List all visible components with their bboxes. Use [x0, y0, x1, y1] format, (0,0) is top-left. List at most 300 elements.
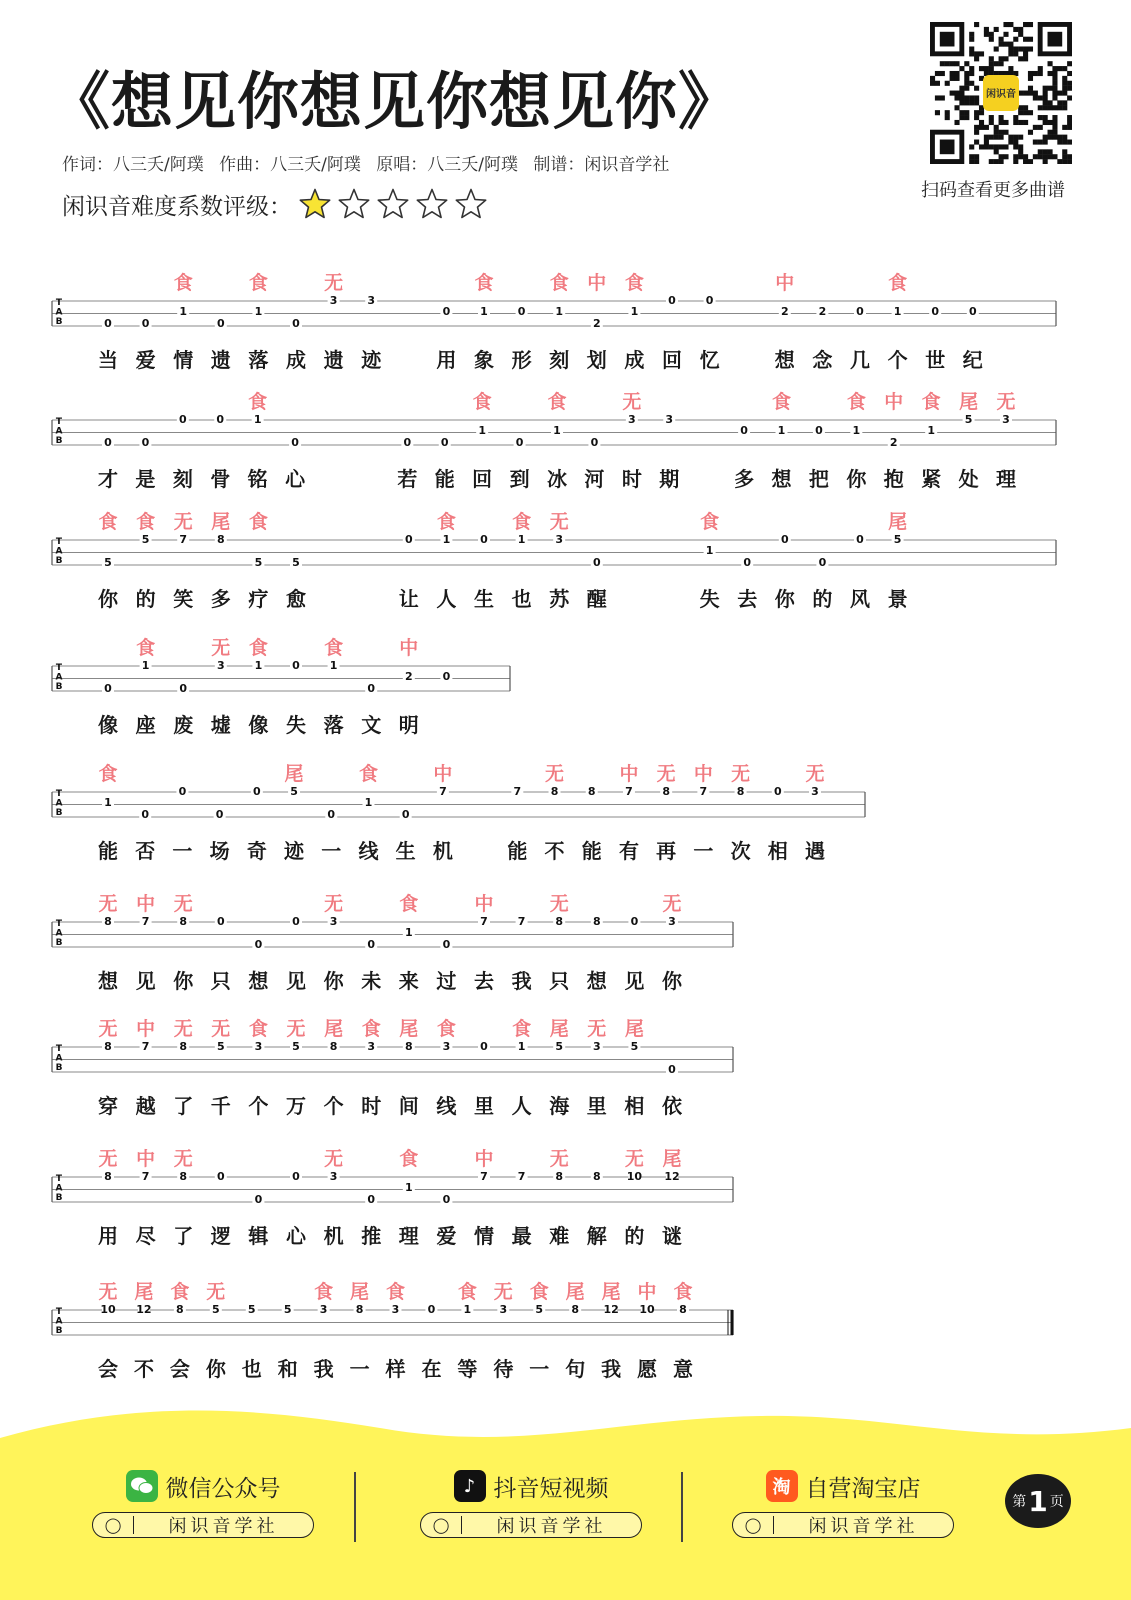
lyric-char: 你: [323, 969, 344, 993]
lyric-char: 心: [286, 1224, 306, 1248]
lyric-char: 过: [436, 969, 457, 993]
chord-label: 食: [358, 763, 378, 785]
tab-clef-letter: A: [55, 1183, 63, 1194]
fret-number: 1: [478, 424, 486, 437]
lyric-char: 的: [135, 587, 156, 611]
fret-number: 8: [104, 1170, 112, 1183]
fret-number: 5: [964, 413, 973, 426]
tab-clef-letter: A: [55, 1316, 63, 1327]
search-icon: ◯: [733, 1516, 774, 1534]
fret-number: 3: [367, 294, 376, 307]
chord-label: 无: [622, 391, 642, 413]
chord-label: 无: [173, 1148, 193, 1170]
chord-label: 无: [173, 1018, 193, 1040]
fret-number: 0: [179, 413, 187, 426]
fret-number: 0: [442, 305, 451, 318]
fret-number: 0: [818, 556, 827, 569]
tab-clef-letter: B: [55, 682, 63, 692]
lyric-char: 回: [662, 348, 682, 372]
chord-label: 食: [547, 391, 567, 413]
chord-label: 尾: [888, 511, 908, 533]
footer-douyin[interactable]: [406, 1468, 656, 1538]
lyric-char: 遗: [323, 348, 344, 372]
fret-number: 5: [283, 1303, 292, 1316]
lyric-char: 你: [774, 587, 795, 611]
lyric-char: 失: [699, 587, 720, 611]
fret-number: 8: [104, 915, 112, 928]
chord-label: 尾: [350, 1281, 370, 1303]
tab-clef-letter: T: [55, 919, 63, 929]
tab-clef-letter: A: [55, 798, 63, 809]
lyric-char: 笑: [173, 587, 194, 611]
lyric-char: 用: [98, 1224, 118, 1248]
fret-number: 1: [517, 1040, 526, 1053]
wechat-label: 微信公众号: [165, 1475, 281, 1502]
chord-label: 无: [286, 1018, 306, 1040]
fret-number: 1: [553, 424, 561, 437]
fret-number: 0: [515, 436, 524, 449]
lyric-char: 和: [277, 1357, 298, 1381]
fret-number: 1: [254, 305, 263, 318]
fret-number: 8: [176, 1303, 184, 1316]
taobao-search-text: 闲识音学社: [808, 1516, 919, 1537]
lyric-char: 愈: [286, 587, 306, 611]
lyric-char: 念: [812, 348, 833, 372]
lyric-char: 句: [565, 1357, 586, 1381]
fret-number: 1: [480, 305, 488, 318]
chord-label: 尾: [284, 763, 304, 785]
tab-row: [52, 1280, 733, 1381]
chord-label: 食: [324, 637, 344, 659]
lyric-char: 你: [98, 587, 118, 611]
fret-number: 7: [480, 915, 488, 928]
chord-label: 无: [98, 1281, 118, 1303]
lyric-char: 纪: [962, 348, 983, 372]
chord-label: 食: [173, 272, 193, 294]
fret-number: 1: [852, 424, 861, 437]
fret-number: 8: [592, 915, 601, 928]
douyin-search-text: 闲识音学社: [496, 1516, 607, 1537]
chord-label: 食: [361, 1018, 381, 1040]
chord-label: 中: [775, 272, 795, 294]
chord-label: 食: [314, 1281, 334, 1303]
fret-number: 0: [292, 915, 300, 928]
lyric-char: 迹: [361, 348, 382, 372]
chord-label: 中: [136, 1148, 156, 1170]
fret-number: 0: [367, 938, 376, 951]
chord-label: 食: [624, 272, 644, 294]
fret-number: 1: [404, 1181, 413, 1194]
chord-label: 食: [136, 637, 156, 659]
lyric-char: 风: [850, 587, 870, 611]
lyric-char: 紧: [921, 467, 942, 491]
fret-number: 0: [401, 808, 410, 821]
chord-label: 食: [98, 763, 118, 785]
tab-clef-letter: A: [55, 546, 63, 557]
chord-label: 食: [512, 511, 532, 533]
lyric-char: 想: [98, 969, 118, 993]
tab-row: [52, 1147, 733, 1248]
lyric-char: 待: [493, 1357, 514, 1381]
fret-number: 1: [630, 305, 639, 318]
fret-number: 7: [517, 915, 526, 928]
taobao-search-pill[interactable]: [732, 1512, 954, 1538]
chord-label: 尾: [624, 1018, 644, 1040]
lyric-char: 去: [474, 969, 494, 993]
chord-label: 中: [587, 272, 607, 294]
fret-number: 8: [592, 1170, 601, 1183]
fret-number: 0: [480, 533, 488, 546]
lyric-char: 辑: [248, 1224, 269, 1248]
lyric-char: 见: [135, 969, 156, 993]
chord-label: 无: [656, 763, 676, 785]
lyric-char: 了: [173, 1224, 194, 1248]
fret-number: 7: [699, 785, 708, 798]
fret-number: 8: [555, 1170, 564, 1183]
fret-number: 0: [968, 305, 977, 318]
arranger-credit: 制谱：闲识音学社: [533, 155, 670, 175]
fret-number: 0: [780, 533, 789, 546]
chord-label: 中: [136, 893, 156, 915]
chord-label: 中: [399, 637, 419, 659]
fret-number: 0: [404, 533, 413, 546]
chord-label: 中: [474, 1148, 494, 1170]
fret-number: 3: [811, 785, 819, 798]
fret-number: 0: [517, 305, 526, 318]
fret-number: 0: [292, 317, 300, 330]
lyric-char: 否: [135, 839, 156, 863]
fret-number: 2: [592, 317, 601, 330]
chord-label: 无: [624, 1148, 644, 1170]
lyric-char: 一: [529, 1357, 550, 1381]
singer-credit: 原唱：八三夭/阿璞: [376, 155, 519, 175]
fret-number: 3: [254, 1040, 263, 1053]
fret-number: 3: [319, 1303, 328, 1316]
lyric-char: 想: [586, 969, 607, 993]
fret-number: 5: [555, 1040, 564, 1053]
lyric-char: 情: [173, 348, 194, 372]
lyric-char: 海: [549, 1094, 570, 1118]
lyric-char: 推: [361, 1224, 382, 1248]
lyric-char: 线: [436, 1094, 457, 1118]
lyric-char: 落: [323, 713, 344, 737]
lyric-char: 铭: [247, 467, 268, 491]
fret-number: 0: [216, 317, 225, 330]
lyric-char: 不: [544, 839, 565, 863]
lyric-char: 象: [474, 348, 494, 372]
lyric-char: 越: [135, 1094, 156, 1118]
lyric-char: 尽: [135, 1224, 156, 1248]
lyric-char: 样: [385, 1357, 406, 1381]
fret-number: 1: [517, 533, 526, 546]
fret-number: 0: [743, 556, 752, 569]
tab-row: [52, 892, 733, 993]
fret-number: 0: [253, 785, 261, 798]
lyric-char: 也: [511, 587, 532, 611]
chord-label: 无: [996, 391, 1016, 413]
fret-number: 5: [292, 1040, 300, 1053]
fret-number: 3: [668, 915, 676, 928]
lyric-char: 千: [210, 1094, 231, 1118]
tab-clef-letter: B: [55, 556, 63, 566]
tab-row: [52, 390, 1056, 491]
lyric-char: 个: [323, 1094, 344, 1118]
search-icon: ◯: [421, 1516, 462, 1534]
lyric-char: 的: [812, 587, 833, 611]
chord-label: 食: [436, 1018, 456, 1040]
chord-label: 尾: [549, 1018, 569, 1040]
fret-number: 0: [141, 808, 150, 821]
footer-divider: [681, 1472, 683, 1542]
fret-number: 1: [777, 424, 786, 437]
lyric-char: 能: [581, 839, 602, 863]
lyric-char: 醒: [586, 587, 607, 611]
fret-number: 3: [555, 533, 564, 546]
lyric-char: 一: [693, 839, 714, 863]
fret-number: 0: [367, 682, 376, 695]
fret-number: 12: [603, 1303, 619, 1316]
lyric-char: 生: [474, 587, 494, 611]
fret-number: 5: [247, 1303, 256, 1316]
fret-number: 2: [889, 436, 898, 449]
lyric-char: 多: [210, 587, 231, 611]
tab-clef-letter: B: [55, 1326, 63, 1336]
tab-clef-letter: A: [55, 928, 63, 939]
lyric-char: 遗: [210, 348, 231, 372]
fret-number: 0: [705, 294, 714, 307]
fret-number: 0: [427, 1303, 436, 1316]
fret-number: 0: [292, 1170, 300, 1183]
fret-number: 7: [439, 785, 447, 798]
lyric-char: 成: [286, 348, 306, 372]
lyric-char: 去: [737, 587, 758, 611]
fret-number: 8: [571, 1303, 580, 1316]
chord-label: 无: [805, 763, 825, 785]
chord-label: 尾: [324, 1018, 344, 1040]
chord-label: 食: [673, 1281, 693, 1303]
footer-wechat[interactable]: [78, 1468, 328, 1538]
lyric-char: 谜: [662, 1224, 682, 1248]
fret-number: 8: [736, 785, 745, 798]
taobao-icon: 淘: [766, 1470, 798, 1502]
tab-clef-letter: T: [55, 537, 63, 547]
lyric-char: 我: [601, 1357, 622, 1381]
fret-number: 3: [391, 1303, 400, 1316]
fret-number: 8: [179, 1040, 188, 1053]
fret-number: 1: [705, 544, 714, 557]
fret-number: 10: [639, 1303, 655, 1316]
chord-label: 无: [731, 763, 751, 785]
fret-number: 8: [179, 1170, 188, 1183]
lyric-char: 依: [662, 1094, 682, 1118]
fret-number: 0: [216, 1170, 225, 1183]
chord-label: 中: [136, 1018, 156, 1040]
lyric-char: 有: [618, 839, 639, 863]
fret-number: 0: [292, 659, 300, 672]
lyric-char: 你: [662, 969, 682, 993]
fret-number: 0: [856, 305, 864, 318]
lyric-char: 会: [169, 1357, 190, 1381]
chord-label: 食: [549, 272, 569, 294]
lyric-char: 奇: [246, 839, 267, 863]
chord-label: 食: [248, 272, 268, 294]
fret-number: 1: [104, 796, 112, 809]
lyric-char: 划: [586, 348, 607, 372]
lyric-char: 是: [135, 467, 156, 491]
fret-number: 3: [329, 1170, 338, 1183]
lyric-char: 个: [248, 1094, 269, 1118]
chord-label: 食: [436, 511, 456, 533]
fret-number: 0: [442, 670, 451, 683]
lyric-char: 落: [248, 348, 269, 372]
chord-label: 无: [173, 511, 193, 533]
fret-number: 5: [216, 1040, 225, 1053]
chord-label: 无: [549, 511, 569, 533]
tab-clef-letter: B: [55, 436, 63, 446]
fret-number: 8: [555, 915, 564, 928]
fret-number: 1: [893, 305, 902, 318]
chord-label: 无: [206, 1281, 226, 1303]
douyin-search-pill[interactable]: [420, 1512, 642, 1538]
chord-label: 无: [98, 1148, 118, 1170]
fret-number: 2: [780, 305, 789, 318]
fret-number: 2: [404, 670, 413, 683]
fret-number: 1: [927, 424, 935, 437]
fret-number: 0: [740, 424, 748, 437]
fret-number: 0: [178, 785, 187, 798]
fret-number: 0: [630, 915, 639, 928]
lyric-char: 当: [98, 348, 118, 372]
fret-number: 3: [592, 1040, 601, 1053]
fret-number: 0: [815, 424, 823, 437]
fret-number: 0: [668, 1063, 676, 1076]
tab-clef-letter: A: [55, 1053, 63, 1064]
footer-divider: [354, 1472, 356, 1542]
lyric-char: 你: [205, 1357, 226, 1381]
chord-label: 尾: [211, 511, 231, 533]
fret-number: 8: [104, 1040, 112, 1053]
chord-label: 无: [324, 1148, 344, 1170]
lyric-char: 也: [241, 1357, 262, 1381]
lyric-char: 疗: [248, 587, 269, 611]
lyric-char: 时: [621, 467, 642, 491]
lyric-char: 世: [925, 348, 946, 372]
lyric-char: 期: [659, 467, 680, 491]
fret-number: 7: [513, 785, 522, 798]
fret-number: 7: [141, 915, 150, 928]
fret-number: 5: [535, 1303, 544, 1316]
chord-label: 食: [248, 637, 268, 659]
fret-number: 1: [253, 413, 262, 426]
chord-label: 食: [385, 1281, 406, 1303]
wechat-search-pill[interactable]: [92, 1512, 314, 1538]
chord-label: 食: [399, 893, 419, 915]
lyric-char: 最: [511, 1224, 532, 1248]
chord-label: 食: [248, 391, 268, 413]
lyric-char: 失: [286, 713, 306, 737]
fret-number: 5: [290, 785, 298, 798]
lyric-char: 到: [509, 467, 530, 491]
lyric-char: 河: [584, 467, 605, 491]
chord-label: 无: [211, 1018, 231, 1040]
lyric-char: 忆: [699, 348, 720, 372]
lyric-char: 座: [135, 713, 156, 737]
fret-number: 3: [628, 413, 636, 426]
chord-label: 中: [693, 763, 713, 785]
tab-clef-letter: B: [55, 1193, 63, 1203]
tab-clef-letter: A: [55, 426, 63, 437]
chord-label: 食: [170, 1281, 190, 1303]
douyin-label: 抖音短视频: [493, 1475, 609, 1502]
fret-number: 10: [626, 1170, 643, 1183]
lyric-char: 多: [734, 467, 755, 491]
chord-label: 尾: [662, 1148, 682, 1170]
chord-label: 中: [474, 893, 494, 915]
chord-label: 尾: [565, 1281, 585, 1303]
lyric-char: 你: [846, 467, 867, 491]
fret-number: 1: [141, 659, 150, 672]
fret-number: 0: [291, 436, 299, 449]
tab-row: [52, 762, 865, 863]
lyric-char: 再: [656, 839, 677, 863]
lyric-char: 只: [210, 969, 231, 993]
lyric-char: 逻: [210, 1224, 231, 1248]
chord-label: 食: [474, 272, 494, 294]
fret-number: 1: [364, 796, 373, 809]
lyric-char: 时: [361, 1094, 382, 1118]
chord-label: 无: [211, 637, 231, 659]
lyric-char: 像: [98, 713, 118, 737]
fret-number: 0: [442, 938, 451, 951]
lyric-char: 理: [996, 467, 1016, 491]
wechat-search-text: 闲识音学社: [168, 1516, 279, 1537]
fret-number: 7: [625, 785, 633, 798]
chord-label: 食: [248, 511, 268, 533]
lyric-char: 心: [285, 467, 306, 491]
lyric-char: 来: [398, 969, 419, 993]
fret-number: 3: [329, 915, 338, 928]
lyric-char: 抱: [883, 467, 904, 491]
fret-number: 7: [480, 1170, 488, 1183]
chord-label: 食: [136, 511, 156, 533]
lyric-char: 人: [511, 1094, 532, 1118]
chord-label: 无: [324, 272, 344, 294]
fret-number: 0: [254, 938, 263, 951]
lyric-char: 把: [808, 467, 829, 491]
lyric-char: 让: [398, 587, 419, 611]
fret-number: 8: [662, 785, 670, 798]
footer-taobao[interactable]: [718, 1468, 968, 1538]
fret-number: 8: [679, 1303, 687, 1316]
lyric-char: 在: [421, 1357, 442, 1381]
tab-clef-letter: B: [55, 1063, 63, 1073]
chord-label: 食: [98, 511, 118, 533]
tab-clef-letter: B: [55, 808, 63, 818]
chord-label: 食: [472, 391, 492, 413]
lyric-char: 我: [511, 969, 532, 993]
lyric-char: 万: [286, 1094, 306, 1118]
search-icon: ◯: [93, 1516, 134, 1534]
lyric-char: 一: [349, 1357, 370, 1381]
tab-row: [52, 271, 1056, 372]
fret-number: 0: [141, 317, 150, 330]
fret-number: 5: [630, 1040, 639, 1053]
fret-number: 12: [136, 1303, 152, 1316]
fret-number: 8: [355, 1303, 364, 1316]
page-title: 《想见你想见你想见你》: [48, 65, 742, 138]
fret-number: 8: [216, 533, 225, 546]
lyric-char: 难: [549, 1224, 570, 1248]
